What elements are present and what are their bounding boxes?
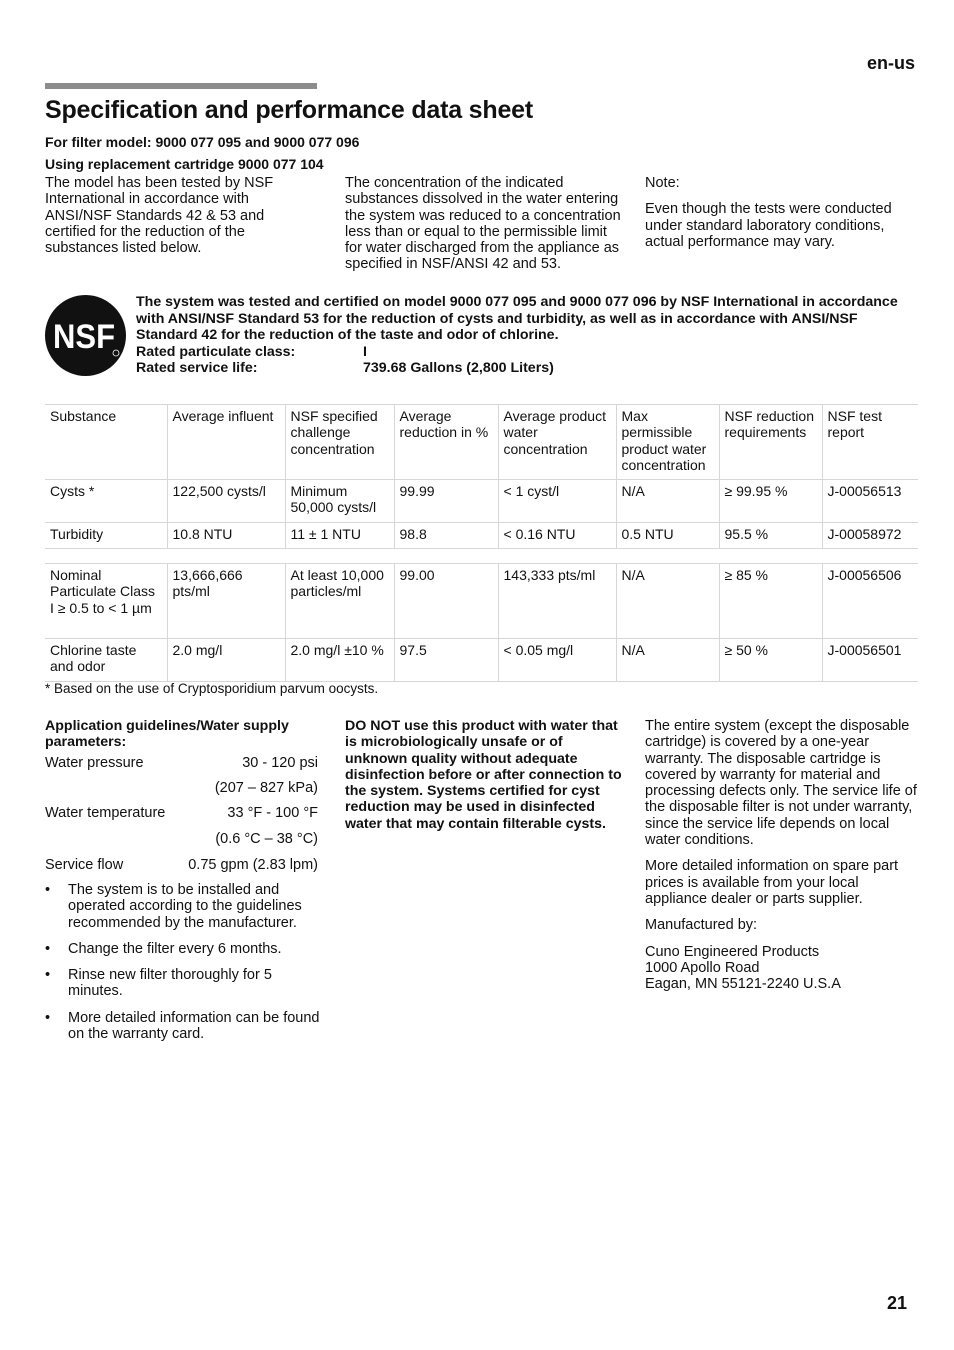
spare-parts-text: More detailed information on spare part prices is available from your local appliance dealer or parts supplier. (645, 858, 899, 907)
safety-warning: DO NOT use this product with water that is microbiologically unsafe or of unknown quality without adequate disinfection before or after connection to the system. Systems certified for cyst reduction may be used in disinfected water that may contain filterable cysts. (345, 718, 622, 832)
table-spacer (45, 549, 918, 564)
note-block (645, 175, 920, 260)
water-temperature-label: Water temperature (45, 805, 166, 821)
guidelines-title: Application guidelines/Water supply parameters: (45, 718, 289, 751)
table-cell: At least 10,000 particles/ml (285, 564, 394, 639)
table-row (45, 522, 918, 548)
water-pressure-metric: (207 – 827 kPa) (214, 780, 318, 796)
table-cell: 99.00 (394, 564, 498, 639)
service-life-value: 739.68 Gallons (2,800 Liters) (363, 360, 554, 376)
address-line-2: Eagan, MN 55121-2240 U.S.A (645, 976, 841, 993)
section-rule (45, 83, 317, 89)
note-label: Note: (645, 175, 680, 191)
table-cell: Cysts * (45, 480, 167, 523)
table-cell: ≥ 99.95 % (719, 480, 822, 523)
certification-statement: The system was tested and certified on model 9000 077 095 and 9000 077 096 by NSF International in accordance with ANSI/NSF Standard 53 for the reduction of cysts and turbidity, as well as in accordance with ANSI/NSF Standard 42 for the reduction of the taste and odor of chlorine. (136, 294, 898, 343)
table-cell: Nominal Particulate Class I ≥ 0.5 to < 1 µm (45, 564, 167, 639)
nsf-certification (136, 294, 916, 377)
header-cell: Average reduction in % (394, 405, 498, 480)
service-flow-value: 0.75 gpm (2.83 lpm) (188, 857, 318, 873)
header-cell: Average influent (167, 405, 285, 480)
list-item: • The system is to be installed and operated according to the guidelines recommended by the manufacturer. (45, 882, 302, 931)
list-item: • Rinse new filter thoroughly for 5 minutes. (45, 967, 272, 1000)
table-cell: 95.5 % (719, 522, 822, 548)
service-flow-row (45, 857, 318, 873)
table-cell: J-00056506 (822, 564, 918, 639)
table-cell: Minimum 50,000 cysts/l (285, 480, 394, 523)
table-cell: J-00056501 (822, 639, 918, 682)
table-cell: 122,500 cysts/l (167, 480, 285, 523)
table-cell: 143,333 pts/ml (498, 564, 616, 639)
intro-column-1: The model has been tested by NSF International in accordance with ANSI/NSF Standards 42 & 53 and certified for the reduction of the substances listed below. (45, 175, 274, 257)
address-line-1: 1000 Apollo Road (645, 959, 760, 976)
table-cell: J-00058972 (822, 522, 918, 548)
table-cell: 99.99 (394, 480, 498, 523)
bullet-icon: • (45, 940, 51, 957)
performance-table (45, 404, 918, 682)
manufactured-label: Manufactured by: (645, 917, 758, 934)
table-cell: N/A (616, 639, 719, 682)
table-cell: ≥ 85 % (719, 564, 822, 639)
warranty-text: The entire system (except the disposable cartridge) is covered by a one-year warranty. The disposable cartridge is covered by warranty for material and processing defects only. The service life of the disposable filter is not under warranty, since the service life depends on local water conditions. (645, 718, 917, 849)
table-cell: ≥ 50 % (719, 639, 822, 682)
table-cell: N/A (616, 564, 719, 639)
table-cell: < 1 cyst/l (498, 480, 616, 523)
header-cell: NSF specified challenge concentration (285, 405, 394, 480)
particulate-class-label: Rated particulate class: (136, 343, 296, 360)
note-text: Even though the tests were conducted under standard laboratory conditions, actual performance may vary. (645, 201, 892, 250)
water-temperature-metric: (0.6 °C – 38 °C) (215, 831, 318, 847)
list-item: • Change the filter every 6 months. (45, 940, 282, 957)
table-cell: 97.5 (394, 639, 498, 682)
table-cell: Turbidity (45, 522, 167, 548)
water-temperature-value: 33 °F - 100 °F (227, 805, 318, 821)
bullet-icon: • (45, 882, 51, 898)
header-cell: Substance (45, 405, 167, 480)
table-cell: 2.0 mg/l (167, 639, 285, 682)
company-name: Cuno Engineered Products (645, 943, 820, 960)
table-cell: < 0.16 NTU (498, 522, 616, 548)
guidelines-list (45, 882, 320, 1052)
manufacturer-address (645, 944, 920, 993)
table-cell: 11 ± 1 NTU (285, 522, 394, 548)
page-number: 21 (886, 1293, 907, 1313)
service-life-label: Rated service life: (136, 360, 258, 376)
table-header-row (45, 405, 918, 480)
language-label: en-us (866, 53, 915, 73)
header-cell: NSF test report (822, 405, 918, 480)
table-cell: < 0.05 mg/l (498, 639, 616, 682)
intro-column-2: The concentration of the indicated substances dissolved in the water entering the system was reduced to a concentration less than or equal to the permissible limit for water discharged from the appliance as specified in NSF/ANSI 42 and 53. (345, 175, 621, 273)
table-cell: Chlorine taste and odor (45, 639, 167, 682)
table-cell: 2.0 mg/l ±10 % (285, 639, 394, 682)
table-footnote: * Based on the use of Cryptosporidium parvum oocysts. (45, 681, 379, 696)
header-cell: Average product water concentration (498, 405, 616, 480)
page-title: Specification and performance data sheet (45, 96, 533, 124)
table-cell: 10.8 NTU (167, 522, 285, 548)
table-row (45, 564, 918, 639)
water-pressure-label: Water pressure (45, 755, 144, 771)
cartridge-subtitle: Using replacement cartridge 9000 077 104 (45, 156, 324, 172)
service-flow-label: Service flow (45, 857, 124, 873)
header-cell: Max permissible product water concentration (616, 405, 719, 480)
header-cell: NSF reduction requirements (719, 405, 822, 480)
nsf-logo-icon (45, 295, 126, 376)
table-row (45, 480, 918, 523)
bullet-icon: • (45, 967, 51, 984)
table-row (45, 639, 918, 682)
warranty-block (645, 718, 920, 992)
nsf-logo-text: NSF (53, 318, 115, 356)
water-pressure-row (45, 755, 318, 771)
table-cell: N/A (616, 480, 719, 523)
table-cell: 13,666,666 pts/ml (167, 564, 285, 639)
table-cell: 98.8 (394, 522, 498, 548)
filter-model-subtitle: For filter model: 9000 077 095 and 9000 077 096 (45, 134, 360, 150)
water-pressure-value: 30 - 120 psi (242, 755, 318, 771)
bullet-icon: • (45, 1009, 51, 1026)
list-item: • More detailed information can be found on the warranty card. (45, 1009, 320, 1043)
particulate-class-value: I (363, 343, 367, 360)
water-temperature-row (45, 805, 318, 821)
table-cell: J-00056513 (822, 480, 918, 523)
table-cell: 0.5 NTU (616, 522, 719, 548)
